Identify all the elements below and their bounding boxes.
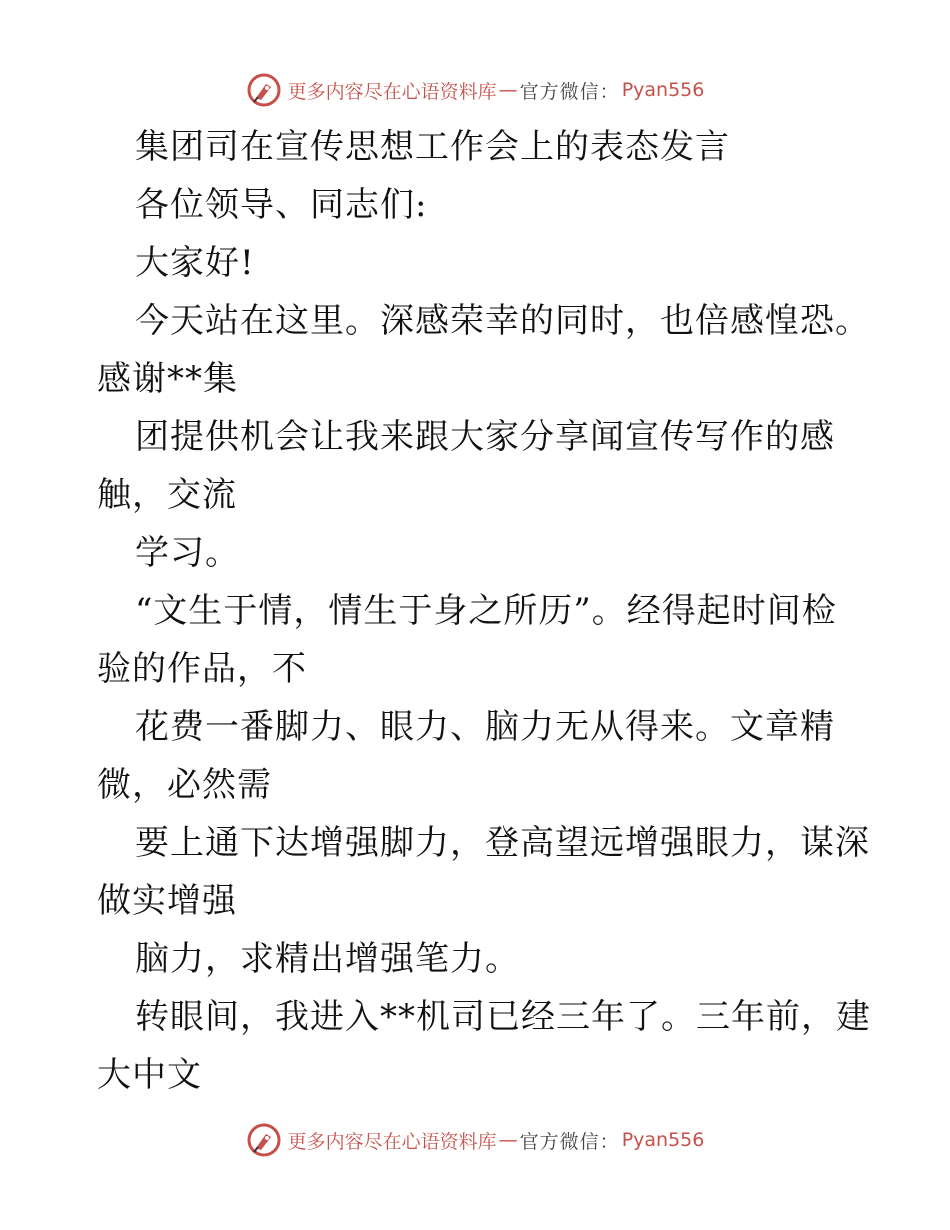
paragraph-line: 脑力，求精出增强笔力。: [135, 939, 520, 979]
paragraph-line: 转眼间，我进入**机司已经三年了。三年前，建: [135, 997, 871, 1037]
paragraph-line: 感谢**集: [97, 359, 238, 399]
watermark-wechat-id: Pyan556: [621, 79, 705, 101]
watermark-wechat-label: 官方微信：: [519, 80, 620, 103]
watermark-wechat-label: 官方微信：: [519, 1130, 620, 1153]
watermark-dash: —: [498, 1129, 518, 1151]
watermark-text: 更多内容尽在心语资料库: [287, 1130, 497, 1153]
watermark-dash: —: [498, 79, 518, 101]
header-watermark: [0, 70, 950, 110]
watermark-wechat-id: Pyan556: [621, 1129, 705, 1151]
paragraph-line: 触，交流: [97, 475, 237, 515]
document-title: 集团司在宣传思想工作会上的表态发言: [135, 127, 730, 167]
paragraph-line: 花费一番脚力、眼力、脑力无从得来。文章精: [135, 707, 835, 747]
pen-nib-logo-icon: [246, 72, 282, 108]
salutation: 各位领导、同志们:: [135, 185, 428, 225]
paragraph-line: 要上通下达增强脚力，登高望远增强眼力，谋深: [135, 823, 870, 863]
paragraph-line: 大中文: [97, 1055, 202, 1095]
paragraph-line: 学习。: [135, 533, 240, 573]
pen-nib-logo-icon: [246, 1122, 282, 1158]
watermark-text: 更多内容尽在心语资料库: [287, 80, 497, 103]
paragraph-line: 微，必然需: [97, 765, 272, 805]
paragraph-line: 验的作品，不: [97, 649, 307, 689]
paragraph-line: 团提供机会让我来跟大家分享闻宣传写作的感: [135, 417, 835, 457]
paragraph-line: 做实增强: [97, 881, 237, 921]
paragraph-line: “文生于情，情生于身之所历”。经得起时间检: [135, 591, 837, 631]
paragraph-line: 今天站在这里。深感荣幸的同时，也倍感惶恐。: [135, 301, 870, 341]
footer-watermark: [0, 1120, 950, 1160]
greeting: 大家好!: [135, 243, 255, 283]
